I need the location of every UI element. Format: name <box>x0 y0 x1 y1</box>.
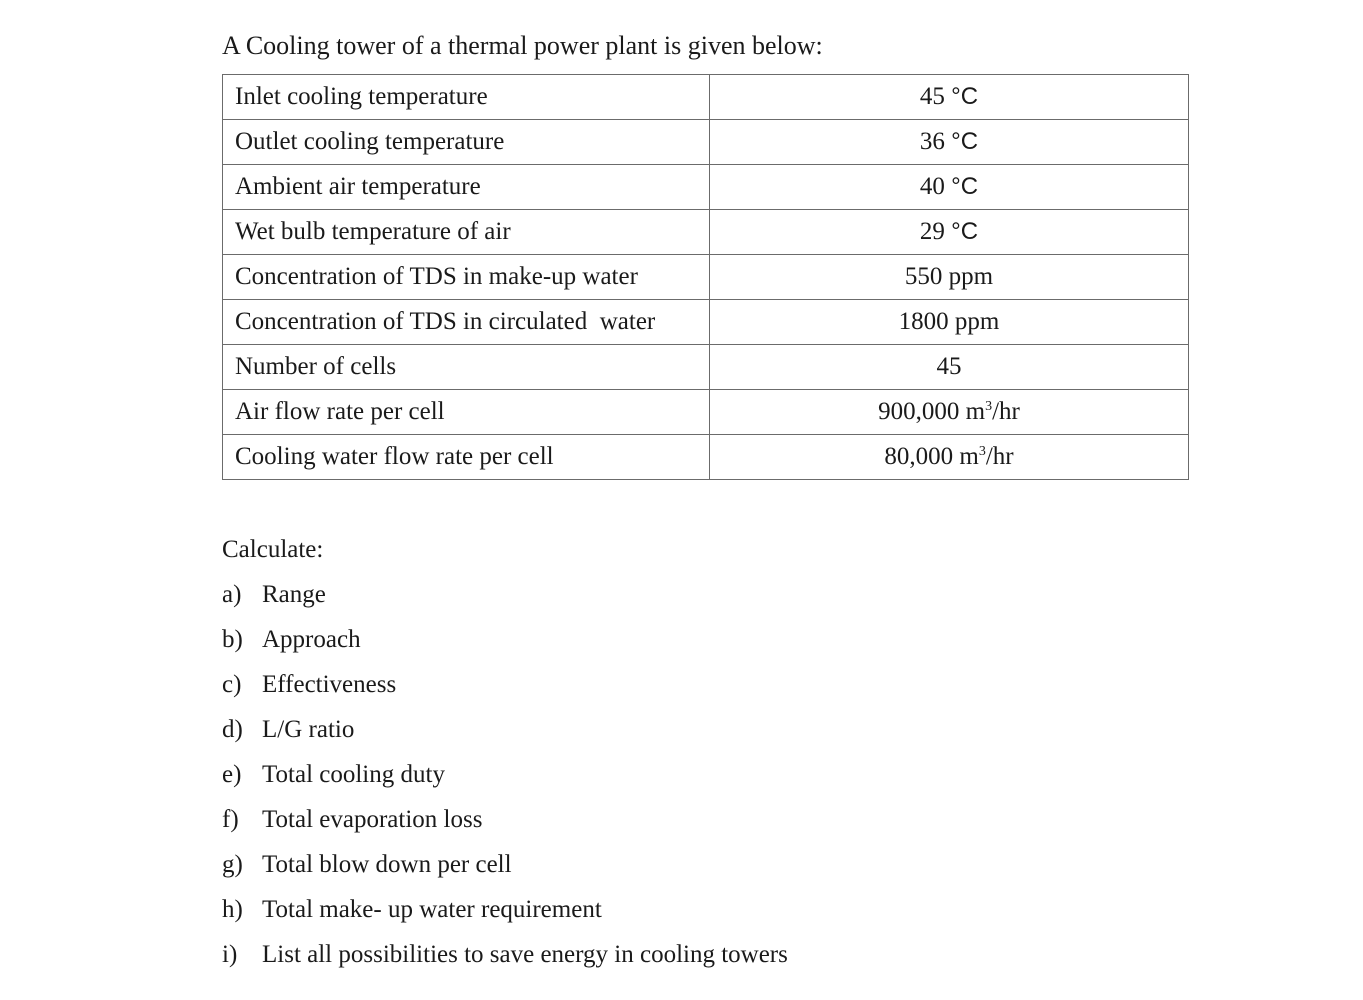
table-row <box>223 300 1189 345</box>
value-number: 29 <box>919 218 945 245</box>
item-letter: d) <box>222 716 243 743</box>
parameter-cell: Ambient air temperature <box>223 165 710 210</box>
table-row <box>223 75 1189 120</box>
table-row <box>223 120 1189 165</box>
item-text: Approach <box>262 626 361 653</box>
value-unit: °C <box>951 128 979 155</box>
item-letter: g) <box>222 851 243 878</box>
value-cell <box>710 75 1189 120</box>
item-letter: i) <box>222 941 238 968</box>
item-text: Total evaporation loss <box>262 806 483 833</box>
list-item <box>222 622 361 658</box>
parameter-cell: Air flow rate per cell <box>223 390 710 435</box>
calculate-heading: Calculate: <box>222 536 324 563</box>
value-cell <box>710 210 1189 255</box>
parameter-cell: Number of cells <box>223 345 710 390</box>
parameter-cell: Outlet cooling temperature <box>223 120 710 165</box>
parameter-cell: Concentration of TDS in make-up water <box>223 255 710 300</box>
table-row <box>223 345 1189 390</box>
table-row <box>223 390 1189 435</box>
list-item <box>222 667 396 703</box>
item-letter: c) <box>222 671 242 698</box>
value-number: 45 <box>919 83 945 110</box>
item-text: Total make- up water requirement <box>262 896 602 923</box>
value-exponent: 3 <box>978 444 986 459</box>
value-unit: °C <box>951 218 979 245</box>
value-cell: 1800 ppm <box>710 300 1189 345</box>
item-text: Total cooling duty <box>262 761 445 788</box>
parameter-cell: Inlet cooling temperature <box>223 75 710 120</box>
value-text-suffix: /hr <box>985 443 1014 470</box>
item-letter: a) <box>222 581 242 608</box>
value-cell <box>710 165 1189 210</box>
list-item <box>222 802 482 838</box>
value-text: 80,000 m <box>884 443 979 470</box>
item-text: List all possibilities to save energy in cooling towers <box>262 941 788 968</box>
parameter-cell: Cooling water flow rate per cell <box>223 435 710 480</box>
list-item <box>222 847 512 883</box>
item-text: L/G ratio <box>262 716 355 743</box>
value-text-suffix: /hr <box>992 398 1020 425</box>
value-unit: °C <box>951 173 979 200</box>
item-letter: e) <box>222 761 242 788</box>
value-unit: °C <box>951 83 979 110</box>
list-item <box>222 712 354 748</box>
list-item <box>222 577 326 613</box>
item-letter: f) <box>222 806 239 833</box>
table-row <box>223 435 1189 480</box>
page-title: A Cooling tower of a thermal power plant is given below: <box>222 31 823 60</box>
item-letter: h) <box>222 896 243 923</box>
value-cell: 550 ppm <box>710 255 1189 300</box>
list-item <box>222 892 602 928</box>
value-number: 40 <box>919 173 945 200</box>
table-row <box>223 165 1189 210</box>
value-number: 36 <box>919 128 945 155</box>
value-cell: 45 <box>710 345 1189 390</box>
value-exponent: 3 <box>985 399 993 414</box>
parameter-cell: Wet bulb temperature of air <box>223 210 710 255</box>
cooling-tower-data-table <box>222 74 1189 480</box>
parameter-cell: Concentration of TDS in circulated water <box>223 300 710 345</box>
list-item <box>222 757 445 793</box>
table-row <box>223 210 1189 255</box>
list-item <box>222 937 788 973</box>
item-text: Range <box>262 581 326 608</box>
value-text: 900,000 m <box>878 398 986 425</box>
item-text: Total blow down per cell <box>262 851 512 878</box>
value-cell <box>710 120 1189 165</box>
value-cell <box>710 390 1189 435</box>
value-cell <box>710 435 1189 480</box>
table-row <box>223 255 1189 300</box>
item-letter: b) <box>222 626 243 653</box>
item-text: Effectiveness <box>262 671 397 698</box>
